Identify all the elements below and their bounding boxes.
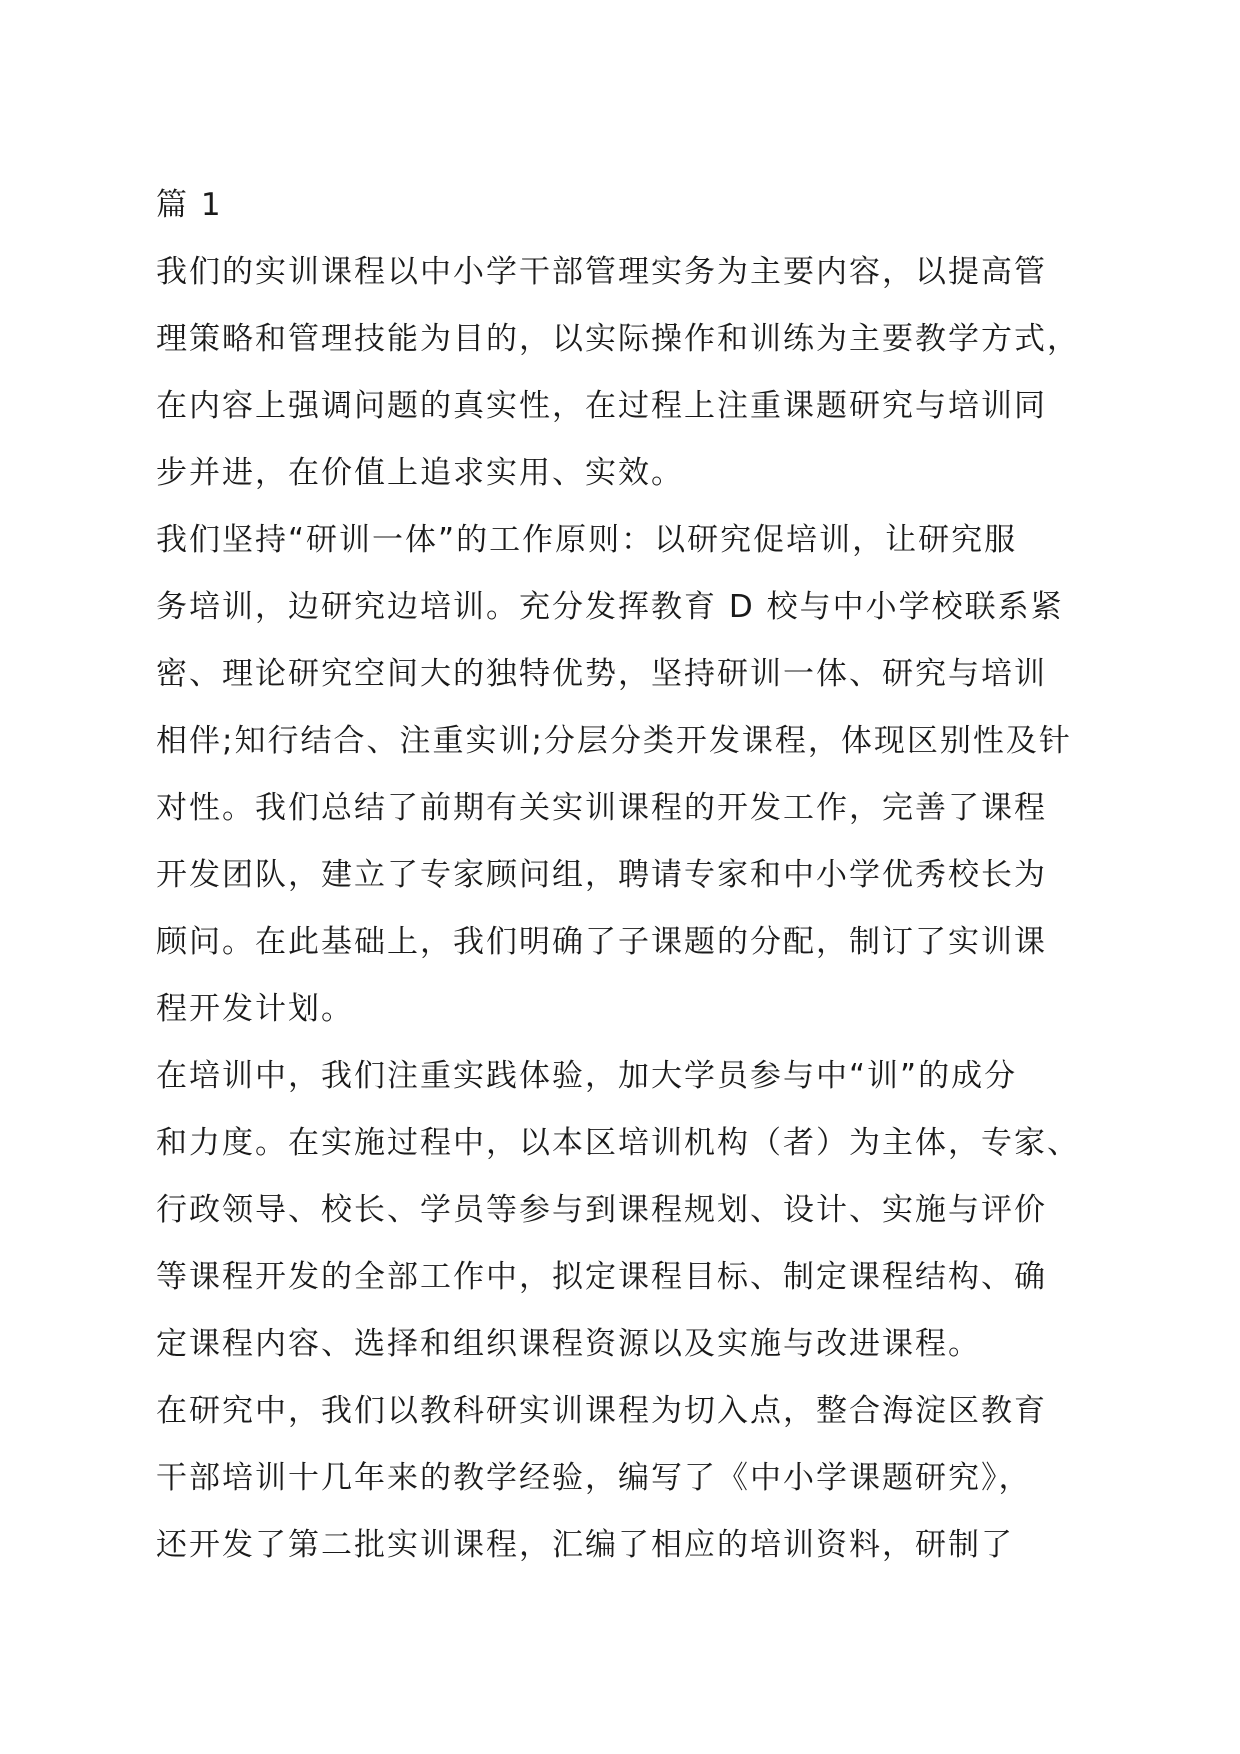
text-line: 开发团队，建立了专家顾问组，聘请专家和中小学优秀校长为 (156, 857, 1047, 893)
section-heading: 篇 1 (156, 187, 223, 223)
text-line: 步并进，在价值上追求实用、实效。 (156, 455, 684, 491)
text-line: 干部培训十几年来的教学经验，编写了《中小学课题研究》， (156, 1460, 1032, 1496)
text-line: 和力度。在实施过程中，以本区培训机构（者）为主体，专家、 (156, 1125, 1080, 1161)
text-line: 理策略和管理技能为目的，以实际操作和训练为主要教学方式， (156, 321, 1080, 357)
text-line: 对性。我们总结了前期有关实训课程的开发工作，完善了课程 (156, 790, 1047, 826)
text-line: 行政领导、校长、学员等参与到课程规划、设计、实施与评价 (156, 1192, 1047, 1228)
text-line: 密、理论研究空间大的独特优势，坚持研训一体、研究与培训 (156, 656, 1047, 692)
text-line: 在培训中，我们注重实践体验，加大学员参与中“训”的成分 (156, 1058, 1018, 1094)
text-line: 我们的实训课程以中小学干部管理实务为主要内容，以提高管 (156, 254, 1047, 290)
text-line: 相伴;知行结合、注重实训;分层分类开发课程，体现区别性及针 (156, 723, 1072, 759)
document-body (156, 172, 1091, 1579)
text-line: 定课程内容、选择和组织课程资源以及实施与改进课程。 (156, 1326, 981, 1362)
text-line: 在研究中，我们以教科研实训课程为切入点，整合海淀区教育 (156, 1393, 1047, 1429)
text-line: 还开发了第二批实训课程，汇编了相应的培训资料，研制了 (156, 1527, 1014, 1563)
text-line: 我们坚持“研训一体”的工作原则：以研究促培训，让研究服 (156, 522, 1018, 558)
text-line: 在内容上强调问题的真实性，在过程上注重课题研究与培训同 (156, 388, 1047, 424)
text-line: 等课程开发的全部工作中，拟定课程目标、制定课程结构、确 (156, 1259, 1047, 1295)
text-line: 务培训，边研究边培训。充分发挥教育 D 校与中小学校联系紧 (156, 589, 1064, 625)
text-line: 顾问。在此基础上，我们明确了子课题的分配，制订了实训课 (156, 924, 1047, 960)
text-line: 程开发计划。 (156, 991, 354, 1027)
